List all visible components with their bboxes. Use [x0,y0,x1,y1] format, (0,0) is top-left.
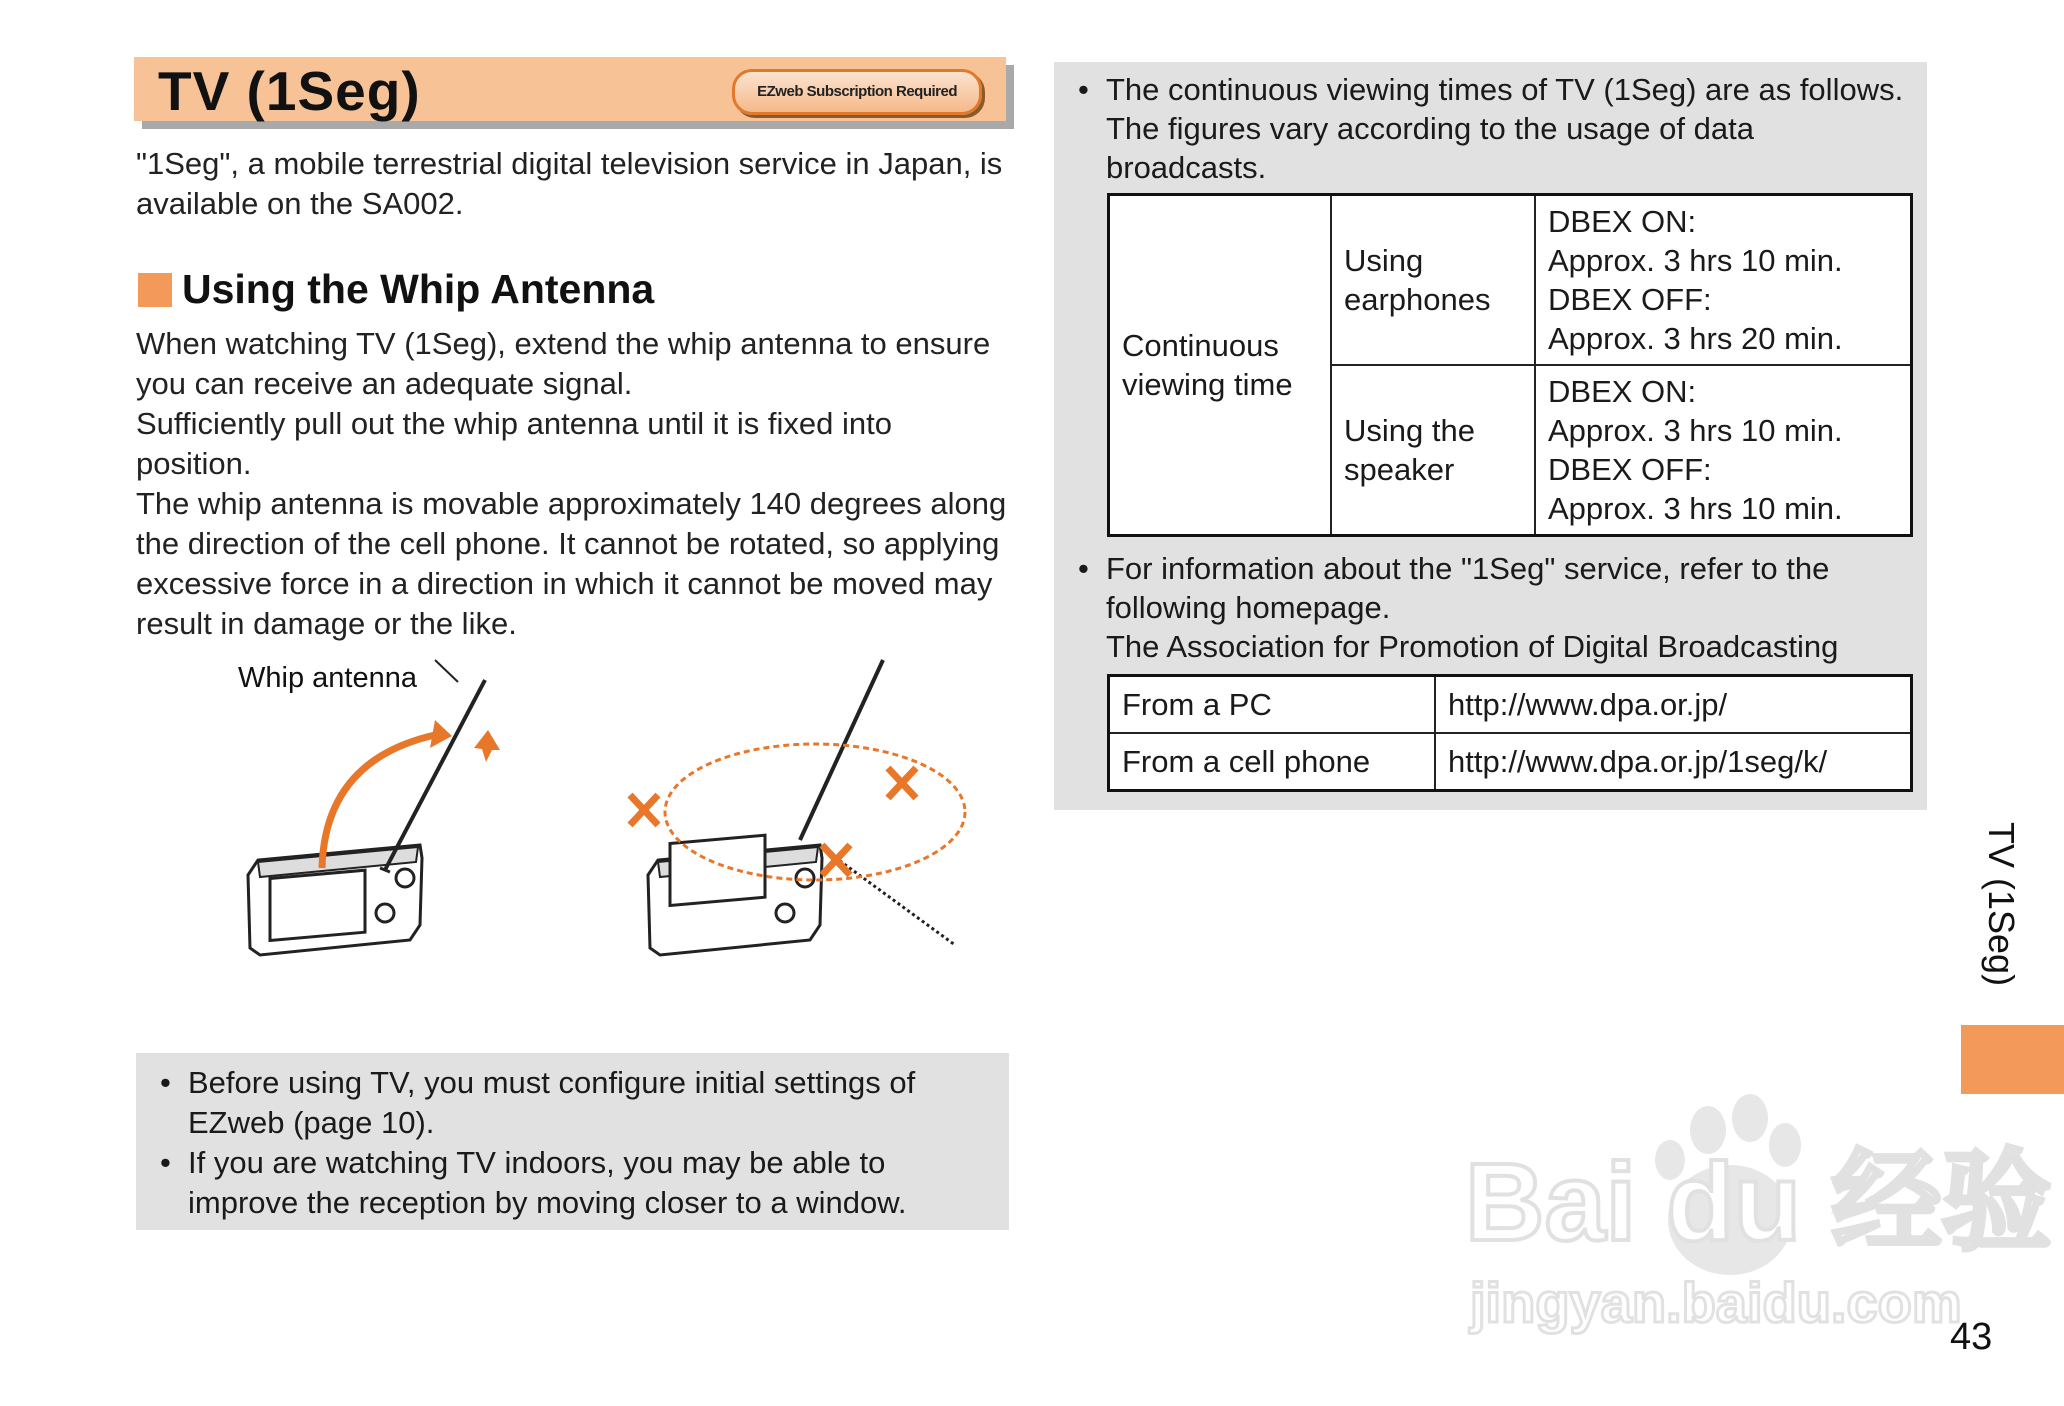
notes-box [136,1053,1009,1230]
homepage-note [1054,549,1914,666]
side-tab-label: TV (1Seg) [1981,822,2022,987]
intro-paragraph: "1Seg", a mobile terrestrial digital television service in Japan, is available on the SA002. [136,146,1003,221]
arrow-head-icon [430,720,452,748]
bullet-icon: • [1078,72,1089,107]
url-link[interactable]: http://www.dpa.or.jp/1seg/k/ [1435,733,1912,791]
whip-antenna-label: Whip antenna [238,662,417,694]
table-cell: Using earphones [1331,195,1535,366]
table-cell: Continuous viewing time [1109,195,1332,536]
url-table [1107,674,1913,792]
section-heading-text: Using the Whip Antenna [182,266,655,312]
note-text: For information about the "1Seg" service, refer to the following homepage. [1106,551,1830,625]
page-number: 43 [1950,1316,1993,1358]
cell-line: Approx. 3 hrs 10 min. [1548,491,1843,526]
table-row [1109,676,1912,734]
cell-line: Approx. 3 hrs 10 min. [1548,243,1843,278]
cell-line: DBEX OFF: [1548,282,1712,317]
watermark-brand: Bai du 经验 [1465,1141,2052,1264]
bullet-icon: • [160,1065,171,1100]
table-cell [1535,365,1912,536]
pull-arrow-icon [474,730,500,762]
table-row [1109,733,1912,791]
note-text: The continuous viewing times of TV (1Seg) are as follows. The figures vary according to the usage of data broadcasts. [1106,72,1904,185]
organization-name: The Association for Promotion of Digital Broadcasting [1106,629,1839,664]
side-tab-marker [1961,1025,2064,1094]
antenna-illustration [230,650,990,990]
list-item [1054,549,1914,666]
cell-line: Approx. 3 hrs 20 min. [1548,321,1843,356]
viewing-time-note [1054,70,1914,187]
section-paragraph: The whip antenna is movable approximately 140 degrees along the direction of the cell phone. It cannot be rotated, so applying excessive force in a direction in which it cannot be moved may result in damage or the like. [136,486,1007,641]
viewing-time-table [1107,193,1913,537]
note-text: Before using TV, you must configure initial settings of EZweb (page 10). [188,1065,916,1140]
section-heading [138,266,654,313]
table-row [1109,195,1912,366]
table-cell: From a PC [1109,676,1436,734]
ezweb-badge: EZweb Subscription Required [732,69,982,115]
note-text: If you are watching TV indoors, you may be able to improve the reception by moving closer to a window. [188,1145,907,1220]
url-link[interactable]: http://www.dpa.or.jp/ [1435,676,1912,734]
page-title: TV (1Seg) [158,60,421,122]
cell-line: DBEX OFF: [1548,452,1712,487]
table-cell: From a cell phone [1109,733,1436,791]
section-marker-icon [138,273,172,307]
watermark-url: jingyan.baidu.com [1470,1271,1962,1334]
table-cell: Using the speaker [1331,365,1535,536]
cell-line: DBEX ON: [1548,374,1697,409]
label-leader-line [435,660,458,682]
section-paragraph: Sufficiently pull out the whip antenna until it is fixed into position. [136,406,892,481]
title-bar [134,57,1006,121]
cell-line: Approx. 3 hrs 10 min. [1548,413,1843,448]
section-body [136,324,1016,644]
list-item [136,1143,996,1223]
list-item [136,1063,996,1143]
cell-line: DBEX ON: [1548,204,1697,239]
notes-list [136,1063,996,1223]
phone-left-icon [248,680,485,955]
list-item [1054,70,1914,187]
info-panel [1054,62,1927,810]
bullet-icon: • [160,1145,171,1180]
bullet-icon: • [1078,551,1089,586]
section-paragraph: When watching TV (1Seg), extend the whip antenna to ensure you can receive an adequate signal. [136,326,991,401]
phone-right-icon [648,660,955,955]
table-cell [1535,195,1912,366]
